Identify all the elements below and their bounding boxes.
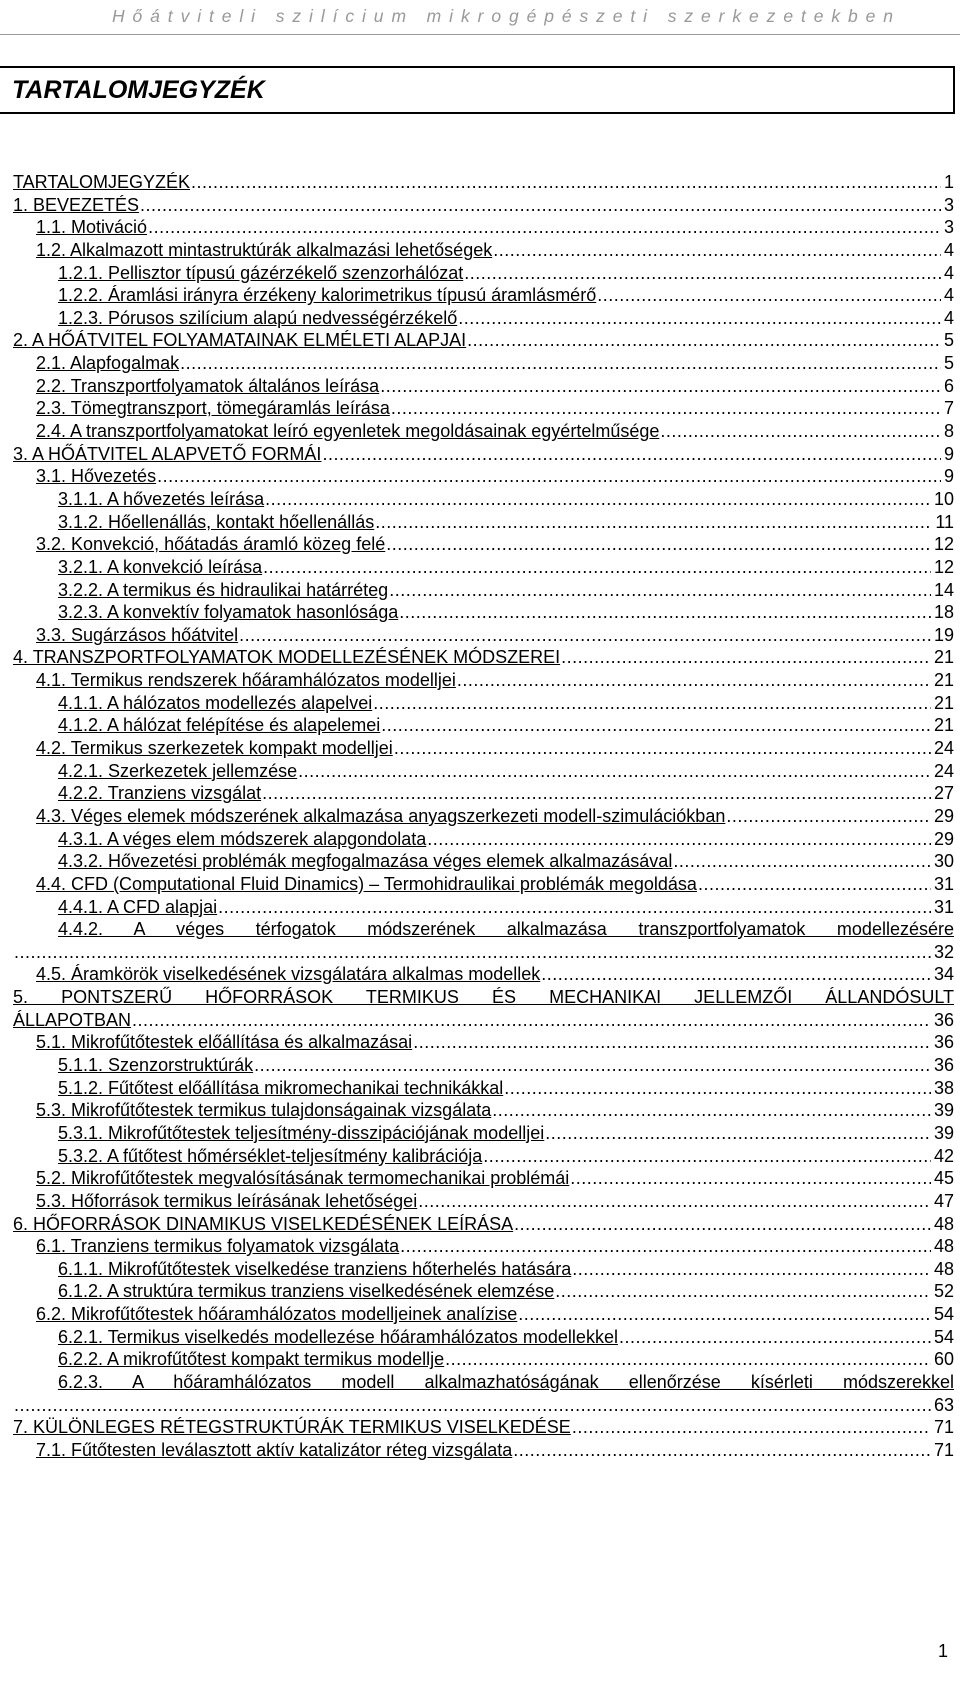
toc-leader: [322, 443, 941, 466]
toc-page-number: 14: [933, 579, 954, 600]
toc-entry[interactable]: [13, 1054, 954, 1077]
toc-leader: [561, 646, 931, 669]
toc-entry[interactable]: [13, 624, 954, 647]
toc-entry[interactable]: [13, 828, 954, 851]
toc-entry[interactable]: [13, 1122, 954, 1145]
toc-leader: [148, 216, 941, 239]
toc-page-number: 32: [933, 941, 954, 962]
toc-page-number: 4: [943, 285, 954, 306]
toc-entry[interactable]: [13, 1213, 954, 1236]
toc-entry-title: 6.2. Mikrofűtőtestek hőáramhálózatos modelljeinek analízise: [36, 1304, 518, 1325]
toc-entry[interactable]: [13, 194, 954, 217]
toc-entry-title: 1.2.2. Áramlási irányra érzékeny kalorimetrikus típusú áramlásmérő: [58, 285, 597, 306]
toc-entry[interactable]: [13, 873, 954, 896]
toc-leader: [698, 873, 931, 896]
toc-page-number: 48: [933, 1213, 954, 1234]
toc-entry[interactable]: [13, 805, 954, 828]
toc-leader: [545, 1122, 931, 1145]
toc-entry[interactable]: [13, 1371, 954, 1416]
toc-entry[interactable]: [13, 1258, 954, 1281]
toc-page-number: 6: [943, 375, 954, 396]
toc-leader: [726, 805, 931, 828]
toc-page-number: 29: [933, 828, 954, 849]
toc-entry[interactable]: [13, 1439, 954, 1462]
toc-entry-title: 6.1.2. A struktúra termikus tranziens viselkedésének elemzése: [58, 1281, 555, 1302]
toc-entry[interactable]: [13, 1031, 954, 1054]
toc-leader: [418, 1190, 931, 1213]
toc-entry[interactable]: [13, 760, 954, 783]
toc-leader: [380, 375, 941, 398]
toc-entry-title: 3. A HŐÁTVITEL ALAPVETŐ FORMÁI: [13, 443, 322, 464]
toc-entry-title: 4.4. CFD (Computational Fluid Dinamics) – Termohidraulikai problémák megoldása: [36, 873, 697, 894]
toc-entry-title: 6.1. Tranziens termikus folyamatok vizsgálata: [36, 1236, 400, 1257]
toc-leader: [180, 352, 941, 375]
toc-entry[interactable]: [13, 443, 954, 466]
header-rule: [0, 34, 960, 35]
toc-entry[interactable]: [13, 1416, 954, 1439]
toc-entry-title: 4.4.1. A CFD alapjai: [58, 896, 218, 917]
toc-page-number: 24: [933, 760, 954, 781]
toc-entry-title: 1.1. Motiváció: [36, 217, 148, 238]
toc-entry[interactable]: [13, 669, 954, 692]
toc-leader: [399, 601, 931, 624]
toc-page-number: 4: [943, 307, 954, 328]
toc-leader: [391, 397, 941, 420]
toc-leader: [140, 194, 941, 217]
toc-leader: [458, 307, 941, 330]
toc-leader: [263, 556, 931, 579]
toc-entry[interactable]: [13, 646, 954, 669]
toc-page-number: 21: [933, 647, 954, 668]
toc-entry-title: 6. HŐFORRÁSOK DINAMIKUS VISELKEDÉSÉNEK LEÍRÁSA: [13, 1213, 514, 1234]
toc-page-number: 11: [935, 511, 954, 532]
toc-page-number: 45: [933, 1168, 954, 1189]
toc-page-number: 71: [933, 1417, 954, 1438]
toc-entry-title: 6.1.1. Mikrofűtőtestek viselkedése tranziens hőterhelés hatására: [58, 1258, 572, 1279]
toc-leader: [239, 624, 931, 647]
toc-page-number: 48: [933, 1258, 954, 1279]
toc-entry-title: 3.1.1. A hővezetés leírása: [58, 488, 265, 509]
toc-leader: [132, 1009, 931, 1032]
toc-entry-title: 2.1. Alapfogalmak: [36, 353, 180, 374]
toc-page-number: 21: [933, 670, 954, 691]
toc-entry-title: 4.3.1. A véges elem módszerek alapgondolata: [58, 828, 427, 849]
toc-entry-title: 2.4. A transzportfolyamatokat leíró egyenletek megoldásainak egyértelműsége: [36, 421, 660, 442]
toc-leader: [427, 828, 931, 851]
toc-page-number: 5: [943, 330, 954, 351]
toc-entry-title: 5.1.1. Szenzorstruktúrák: [58, 1055, 254, 1076]
toc-entry[interactable]: [13, 1280, 954, 1303]
toc-page-number: 9: [943, 443, 954, 464]
toc-entry-title: 2. A HŐÁTVITEL FOLYAMATAINAK ELMÉLETI ALAPJAI: [13, 330, 467, 351]
toc-page-number: 42: [933, 1145, 954, 1166]
toc-entry[interactable]: [13, 1348, 954, 1371]
toc-entry-title: 7.1. Fűtőtesten leválasztott aktív katalizátor réteg vizsgálata: [36, 1439, 513, 1460]
toc-entry[interactable]: [13, 465, 954, 488]
toc-entry-title: 3.2.1. A konvekció leírása: [58, 556, 263, 577]
toc-entry[interactable]: [13, 1077, 954, 1100]
toc-page-number: 47: [933, 1190, 954, 1211]
toc-page-number: 31: [933, 873, 954, 894]
toc-leader: [504, 1077, 931, 1100]
toc-page-number: 54: [933, 1304, 954, 1325]
toc-leader: [619, 1326, 931, 1349]
toc-page-number: 24: [933, 738, 954, 759]
toc-leader: [262, 782, 931, 805]
toc-entry-title: 5.3.2. A fűtőtest hőmérséklet-teljesítmény kalibrációja: [58, 1145, 483, 1166]
toc-page-number: 38: [933, 1077, 954, 1098]
toc-entry[interactable]: [13, 601, 954, 624]
toc-entry[interactable]: [13, 307, 954, 330]
toc-entry[interactable]: [13, 262, 954, 285]
table-of-contents: [13, 171, 954, 1462]
toc-entry[interactable]: [13, 896, 954, 919]
toc-entry-title: 3.1.2. Hőellenállás, kontakt hőellenállás: [58, 511, 375, 532]
toc-page-number: 1: [943, 172, 954, 192]
toc-entry-title: 2.3. Tömegtranszport, tömegáramlás leírása: [36, 398, 390, 419]
toc-page-number: 39: [933, 1100, 954, 1121]
toc-entry[interactable]: [13, 963, 954, 986]
toc-entry[interactable]: [13, 216, 954, 239]
toc-leader: [673, 850, 931, 873]
toc-entry-title: TARTALOMJEGYZÉK: [13, 172, 191, 192]
toc-entry-title: 4.5. Áramkörök viselkedésének vizsgálatára alkalmas modellek: [36, 964, 541, 985]
toc-entry[interactable]: [13, 375, 954, 398]
toc-leader: [386, 533, 931, 556]
toc-entry-title: 6.2.1. Termikus viselkedés modellezése hőáramhálózatos modellekkel: [58, 1326, 618, 1347]
toc-page-number: 36: [933, 1009, 954, 1030]
toc-entry[interactable]: [13, 1235, 954, 1258]
toc-entry[interactable]: [13, 397, 954, 420]
toc-leader: [375, 511, 932, 534]
toc-page-number: 63: [933, 1394, 954, 1415]
toc-entry-title: 3.3. Sugárzásos hőátvitel: [36, 624, 239, 645]
toc-entry-title: 4.1. Termikus rendszerek hőáramhálózatos modelljei: [36, 670, 456, 691]
toc-leader: [445, 1348, 931, 1371]
toc-entry-title: 4.1.1. A hálózatos modellezés alapelvei: [58, 692, 373, 713]
toc-entry[interactable]: [13, 556, 954, 579]
toc-page-number: 3: [943, 194, 954, 215]
toc-leader: [597, 284, 941, 307]
toc-entry[interactable]: [13, 352, 954, 375]
toc-entry-title: 1.2. Alkalmazott mintastruktúrák alkalmazási lehetőségek: [36, 239, 493, 260]
toc-entry[interactable]: [13, 579, 954, 602]
toc-entry[interactable]: [13, 782, 954, 805]
toc-entry-title: 6.2.3. A hőáramhálózatos modell alkalmazhatóságának ellenőrzése kísérleti módszerekkel: [58, 1371, 954, 1392]
toc-leader: [191, 171, 941, 194]
toc-page-number: 71: [933, 1439, 954, 1460]
running-header: Hőátviteli szilícium mikrogépészeti szerkezetekben: [112, 6, 901, 26]
toc-leader: [298, 760, 931, 783]
toc-entry-title: 1.2.3. Pórusos szilícium alapú nedvességérzékelő: [58, 307, 458, 328]
toc-page-number: 3: [943, 217, 954, 238]
toc-entry-title: 3.2.3. A konvektív folyamatok hasonlósága: [58, 602, 399, 623]
toc-page-number: 12: [933, 534, 954, 555]
toc-entry[interactable]: [13, 171, 954, 194]
toc-entry[interactable]: [13, 488, 954, 511]
toc-entry-title-continued: ÁLLAPOTBAN: [13, 1009, 132, 1030]
toc-leader: [394, 737, 931, 760]
toc-page-number: 36: [933, 1032, 954, 1053]
toc-entry[interactable]: [13, 1145, 954, 1168]
toc-entry[interactable]: [13, 1099, 954, 1122]
toc-page-number: 31: [933, 896, 954, 917]
toc-entry[interactable]: [13, 692, 954, 715]
toc-entry-title: 4.2. Termikus szerkezetek kompakt modelljei: [36, 738, 393, 759]
toc-page-number: 27: [933, 783, 954, 804]
toc-entry[interactable]: [13, 1303, 954, 1326]
toc-entry-title: 3.2. Konvekció, hőátadás áramló közeg felé: [36, 534, 386, 555]
toc-page-number: 12: [933, 556, 954, 577]
toc-entry-title: 5.3. Mikrofűtőtestek termikus tulajdonságainak vizsgálata: [36, 1100, 492, 1121]
toc-leader: [492, 1099, 931, 1122]
toc-page-number: 60: [933, 1349, 954, 1370]
toc-page-number: 4: [943, 239, 954, 260]
toc-entry-title: 4.1.2. A hálózat felépítése és alapelemei: [58, 715, 381, 736]
toc-leader: [483, 1145, 931, 1168]
toc-entry-title: 4.3.2. Hővezetési problémák megfogalmazása véges elemek alkalmazásával: [58, 851, 673, 872]
toc-entry-title: 6.2.2. A mikrofűtőtest kompakt termikus modellje: [58, 1349, 445, 1370]
toc-entry[interactable]: [13, 986, 954, 1031]
toc-page-number: 10: [933, 488, 954, 509]
toc-page-number: 18: [933, 602, 954, 623]
toc-entry-title: 4.2.1. Szerkezetek jellemzése: [58, 760, 298, 781]
toc-entry[interactable]: [13, 420, 954, 443]
toc-entry[interactable]: [13, 1167, 954, 1190]
toc-page-number: 7: [943, 398, 954, 419]
page-number: 1: [937, 1641, 948, 1661]
toc-entry-title: 4.4.2. A véges térfogatok módszerének alkalmazása transzportfolyamatok modellezésére: [58, 919, 954, 940]
toc-page-number: 36: [933, 1055, 954, 1076]
toc-page-number: 29: [933, 805, 954, 826]
toc-leader: [513, 1439, 931, 1462]
toc-page-number: 4: [943, 262, 954, 283]
toc-entry[interactable]: [13, 918, 954, 963]
toc-entry-title: 2.2. Transzportfolyamatok általános leírása: [36, 375, 380, 396]
toc-entry[interactable]: [13, 1190, 954, 1213]
toc-entry[interactable]: [13, 284, 954, 307]
toc-leader: [14, 941, 931, 964]
toc-page-number: 34: [933, 964, 954, 985]
toc-entry-title: 5.3.1. Mikrofűtőtestek teljesítmény-disszipációjának modelljei: [58, 1122, 545, 1143]
toc-leader: [464, 262, 941, 285]
toc-page-number: 21: [933, 715, 954, 736]
toc-page-number: 39: [933, 1122, 954, 1143]
toc-entry-title: 5.3. Hőforrások termikus leírásának lehetőségei: [36, 1190, 418, 1211]
toc-entry[interactable]: [13, 329, 954, 352]
toc-entry-title: 4.3. Véges elemek módszerének alkalmazása anyagszerkezeti modell-szimulációkban: [36, 805, 726, 826]
toc-leader: [381, 714, 931, 737]
toc-page-number: 30: [933, 851, 954, 872]
toc-entry[interactable]: [13, 239, 954, 262]
toc-leader: [413, 1031, 931, 1054]
toc-leader: [493, 239, 941, 262]
toc-page-number: 48: [933, 1236, 954, 1257]
toc-leader: [457, 669, 931, 692]
toc-entry-title: 5.1. Mikrofűtőtestek előállítása és alkalmazásai: [36, 1032, 413, 1053]
toc-page-number: 5: [943, 353, 954, 374]
toc-entry[interactable]: [13, 714, 954, 737]
toc-entry-title: 7. KÜLÖNLEGES RÉTEGSTRUKTÚRÁK TERMIKUS VISELKEDÉSE: [13, 1417, 571, 1438]
toc-entry-title: 4. TRANSZPORTFOLYAMATOK MODELLEZÉSÉNEK MÓDSZEREI: [13, 647, 561, 668]
toc-leader: [660, 420, 941, 443]
toc-page-number: 8: [943, 421, 954, 442]
toc-page-number: 52: [933, 1281, 954, 1302]
toc-entry[interactable]: [13, 850, 954, 873]
toc-leader: [570, 1167, 931, 1190]
toc-leader: [518, 1303, 931, 1326]
toc-heading: TARTALOMJEGYZÉK: [0, 66, 955, 114]
toc-leader: [541, 963, 931, 986]
toc-leader: [467, 329, 941, 352]
toc-entry-title: 5.1.2. Fűtőtest előállítása mikromechanikai technikákkal: [58, 1077, 504, 1098]
toc-entry[interactable]: [13, 737, 954, 760]
toc-leader: [157, 465, 941, 488]
toc-page-number: 54: [933, 1326, 954, 1347]
toc-entry-title: 3.1. Hővezetés: [36, 466, 157, 487]
toc-leader: [265, 488, 931, 511]
toc-entry-title: 1. BEVEZETÉS: [13, 194, 140, 215]
toc-entry-title: 4.2.2. Tranziens vizsgálat: [58, 783, 262, 804]
toc-leader: [389, 579, 931, 602]
toc-entry[interactable]: [13, 533, 954, 556]
toc-leader: [572, 1416, 931, 1439]
toc-leader: [254, 1054, 931, 1077]
toc-page-number: 19: [933, 624, 954, 645]
toc-entry[interactable]: [13, 1326, 954, 1349]
toc-entry-title: 5.2. Mikrofűtőtestek megvalósításának termomechanikai problémái: [36, 1168, 570, 1189]
toc-entry-title: 1.2.1. Pellisztor típusú gázérzékelő szenzorhálózat: [58, 262, 464, 283]
toc-entry[interactable]: [13, 511, 954, 534]
toc-page-number: 9: [943, 466, 954, 487]
toc-leader: [14, 1394, 931, 1417]
toc-entry-title: 3.2.2. A termikus és hidraulikai határréteg: [58, 579, 389, 600]
toc-leader: [572, 1258, 931, 1281]
toc-leader: [218, 896, 931, 919]
toc-leader: [555, 1280, 931, 1303]
toc-leader: [400, 1235, 931, 1258]
toc-leader: [514, 1213, 931, 1236]
toc-page-number: 21: [933, 692, 954, 713]
toc-entry-title: 5. PONTSZERŰ HŐFORRÁSOK TERMIKUS ÉS MECHANIKAI JELLEMZŐI ÁLLANDÓSULT: [13, 987, 954, 1008]
toc-leader: [373, 692, 931, 715]
